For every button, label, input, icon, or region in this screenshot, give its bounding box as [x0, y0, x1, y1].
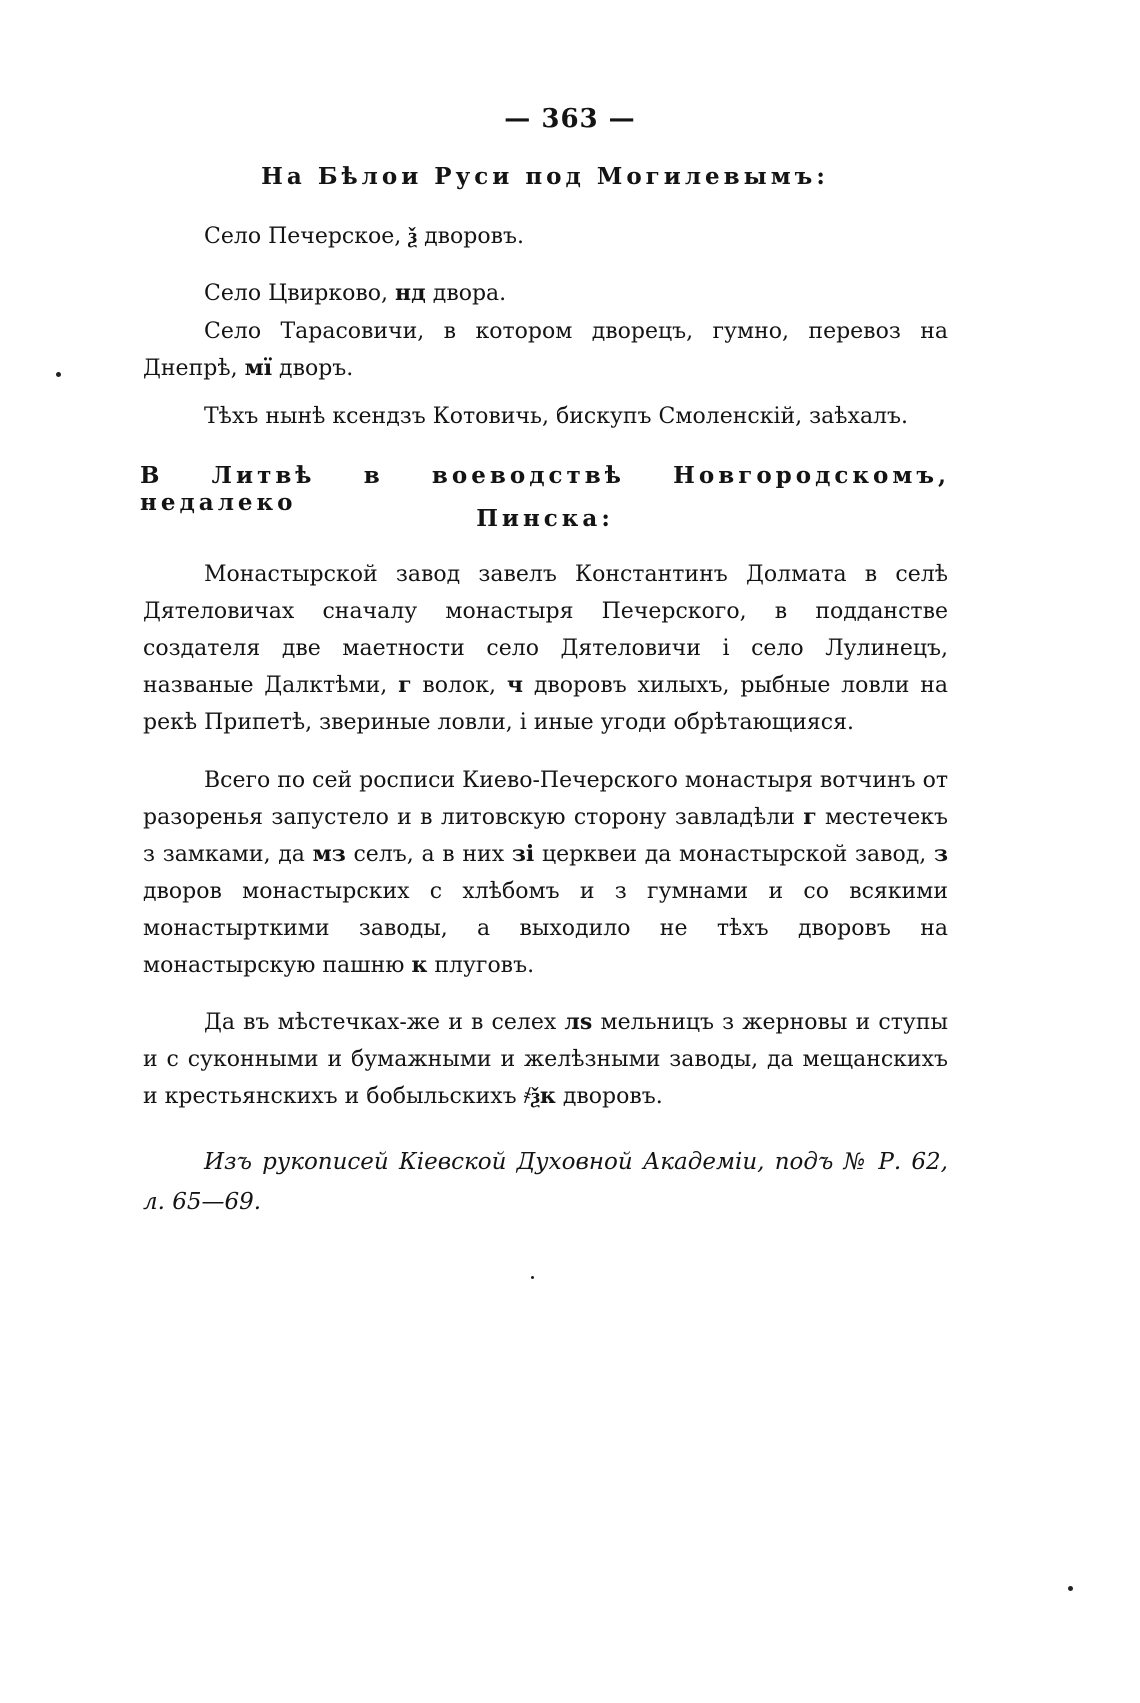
paragraph-text: дворовъ. [562, 1084, 663, 1109]
cyrillic-numeral: к [411, 952, 428, 978]
cyrillic-numeral: з [933, 841, 948, 867]
paragraph-text: селъ, а в них [353, 842, 505, 867]
paragraph-mills [143, 1004, 948, 1115]
paragraph-text: мельницъ з жерновы и ступы и с суконными и бумажными и желѣзными заводы, да мещанскихъ и крестьянскихъ и бобыльскихъ [143, 1010, 948, 1109]
paragraph-summary [143, 762, 948, 984]
village-unit: дворъ. [279, 356, 354, 381]
cyrillic-numeral: мї [244, 355, 273, 381]
section-heading-belarus: На Бѣлои Руси под Могилевымъ: [261, 163, 829, 190]
paragraph-text: Всего по сей росписи Киево-Печерского монастыря вотчинъ от разоренья запустело и в литовскую сторону завладѣли [143, 768, 949, 830]
village-text: Село Цвирково, [204, 281, 389, 306]
village-entry-tsvirkovo [143, 275, 948, 312]
source-citation: Изъ рукописей Кіевской Духовной Академіи, подъ № Р. 62, л. 65—69. [143, 1149, 948, 1215]
village-unit: двора. [432, 281, 507, 306]
bishop-note: Тѣхъ нынѣ ксендзъ Котовичь, бискупъ Смоленскій, заѣхалъ. [204, 404, 909, 429]
scan-speck [531, 1276, 534, 1279]
village-unit: дворовъ. [424, 224, 524, 249]
cyrillic-numeral: мз [312, 841, 346, 867]
paragraph-text: Монастырской завод завелъ Константинъ Долмата в селѣ Дятеловичах сначалу монастыря Печерского, в подданстве создателя две маетности село Дятеловичи і село Лулинецъ, названые Далктѣми, [143, 562, 948, 698]
paragraph-text: волок, [422, 673, 497, 698]
paragraph-text: Да въ мѣстечках-же и в селех [204, 1010, 557, 1035]
paragraph-text: местечекъ з замками, да [143, 805, 949, 867]
village-text: Село Печерское, [204, 224, 402, 249]
cyrillic-numeral: ч [506, 672, 523, 698]
scan-speck [1068, 1586, 1073, 1591]
cyrillic-numeral: лѕ [564, 1009, 593, 1035]
section-heading-lithuania: В Литвѣ в воеводствѣ Новгородскомъ, недалеко [140, 462, 950, 516]
scan-speck [56, 372, 61, 377]
cyrillic-numeral: г [398, 672, 412, 698]
cyrillic-numeral: г [803, 804, 817, 830]
paragraph-text: дворов монастырских с хлѣбомъ и з гумнами и со всякими монастырткими заводы, а выходило не тѣхъ дворовъ на монастырскую пашню [143, 879, 948, 978]
cyrillic-numeral: нд [395, 280, 426, 306]
cyrillic-numeral: ҂ѯк [523, 1083, 556, 1109]
paragraph-text: дворовъ хилыхъ, рыбные ловли на рекѣ Припетѣ, звериные ловли, і иные угоди обрѣтающияся. [143, 673, 949, 735]
cyrillic-numeral: зі [511, 841, 535, 867]
village-text: Село Тарасовичи, в котором дворецъ, гумно, перевоз на Днепрѣ, [143, 319, 948, 381]
page-number: — 363 — [504, 104, 636, 134]
section-heading-lithuania-cont: Пинска: [476, 505, 614, 532]
cyrillic-numeral: ѯ [408, 223, 418, 249]
paragraph-dolmata [143, 556, 948, 741]
village-entry-tarasovichi [143, 313, 948, 387]
village-entry-pechersk [143, 218, 948, 255]
paragraph-text: церквеи да монастырской завод, [541, 842, 927, 867]
paragraph-text: плуговъ. [434, 953, 535, 978]
